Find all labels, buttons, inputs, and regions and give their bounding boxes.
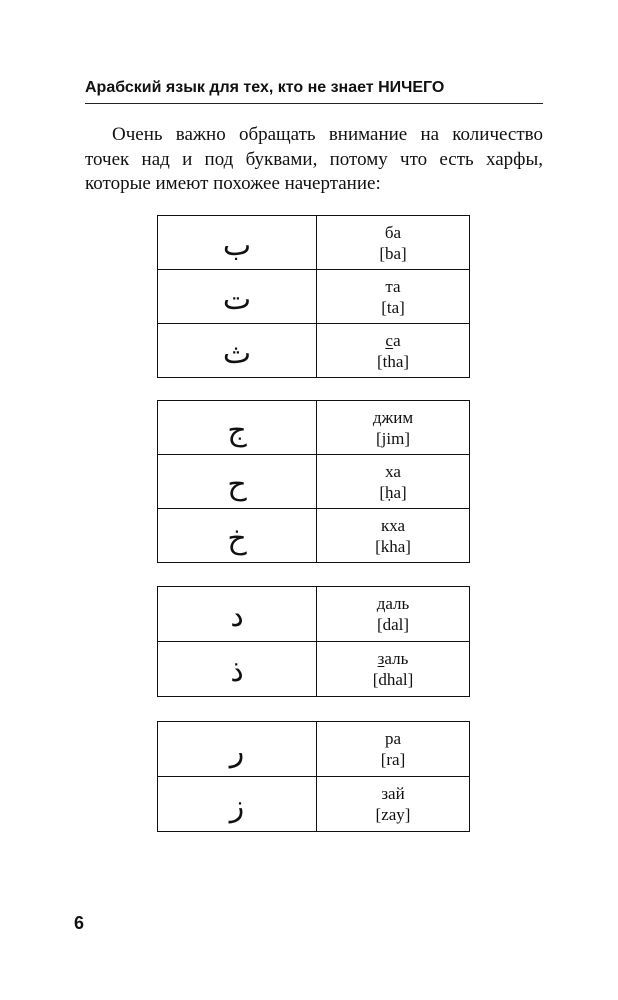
- arabic-letter: ج: [227, 412, 247, 448]
- letter-transcription: [ra]: [380, 750, 406, 769]
- letter-name: [317, 593, 469, 614]
- letter-name: [317, 783, 469, 804]
- letter-name-plain: зай: [381, 784, 405, 803]
- letter-name-marked: с: [385, 330, 394, 350]
- arabic-letter-cell: [158, 777, 317, 832]
- header-rule: [85, 103, 543, 104]
- letter-row: [158, 216, 470, 270]
- intro-line: которые имеют похожее начертание:: [85, 173, 381, 194]
- running-header: Арабский язык для тех, кто не знает НИЧЕГО: [85, 79, 445, 96]
- arabic-letter: ر: [229, 734, 245, 769]
- letter-row: [158, 455, 470, 509]
- letter-name-plain: ха: [385, 461, 401, 481]
- letter-name-plain: та: [385, 276, 401, 296]
- letter-name-cell: [317, 722, 470, 777]
- letter-row: [158, 587, 470, 642]
- arabic-letter: ب: [222, 227, 252, 263]
- letter-name: [317, 330, 469, 351]
- arabic-letter-cell: [158, 642, 317, 697]
- letter-transcription: [ta]: [381, 297, 405, 317]
- arabic-letter-cell: [158, 270, 317, 324]
- letter-name: [317, 222, 469, 243]
- letter-transcription: [ba]: [379, 243, 407, 263]
- letter-transcription: [zay]: [375, 805, 411, 824]
- letter-name: [317, 461, 469, 482]
- letter-name-cell: [317, 455, 470, 509]
- letter-name: [317, 276, 469, 297]
- letter-name-plain: ба: [384, 222, 402, 242]
- arabic-letter-cell: [158, 455, 317, 509]
- letter-table-ba-ta-tha: [157, 215, 470, 378]
- letter-row: [158, 642, 470, 697]
- arabic-letter: ذ: [230, 654, 244, 689]
- arabic-letter-cell: [158, 324, 317, 378]
- letter-table-ra-zay: [157, 721, 470, 832]
- intro-line: точек над и под буквами, потому что есть харфы,: [85, 148, 543, 170]
- arabic-letter: ز: [229, 789, 245, 824]
- arabic-letter: ت: [222, 281, 252, 317]
- letter-transcription: [tha]: [376, 351, 410, 371]
- letter-name-plain: ра: [384, 729, 402, 748]
- letter-name-plain: кха: [380, 515, 406, 535]
- letter-transcription: [ḥa]: [379, 482, 407, 502]
- letter-name-cell: [317, 270, 470, 324]
- letter-name-cell: [317, 401, 470, 455]
- letter-row: [158, 324, 470, 378]
- letter-name-cell: [317, 509, 470, 563]
- arabic-letter: د: [230, 599, 244, 634]
- arabic-letter-cell: [158, 216, 317, 270]
- intro-paragraph: [85, 123, 543, 197]
- intro-line: Очень важно обращать внимание на количество: [112, 124, 543, 145]
- arabic-letter: ث: [222, 335, 252, 371]
- letter-row: [158, 270, 470, 324]
- letter-name-cell: [317, 777, 470, 832]
- letter-table-dal-dhal: [157, 586, 470, 697]
- letter-name-plain: аль: [384, 649, 409, 668]
- letter-name-marked: з: [377, 649, 385, 668]
- arabic-letter-cell: [158, 401, 317, 455]
- arabic-letter-cell: [158, 722, 317, 777]
- arabic-letter-cell: [158, 587, 317, 642]
- letter-name: [317, 728, 469, 749]
- arabic-letter-cell: [158, 509, 317, 563]
- letter-name-cell: [317, 587, 470, 642]
- letter-name: [317, 648, 469, 669]
- letter-name-cell: [317, 216, 470, 270]
- letter-name-cell: [317, 324, 470, 378]
- letter-row: [158, 722, 470, 777]
- letter-table-jim-ha-kha: [157, 400, 470, 563]
- letter-row: [158, 777, 470, 832]
- letter-transcription: [jim]: [376, 428, 410, 448]
- letter-transcription: [dal]: [376, 615, 410, 634]
- letter-name: [317, 515, 469, 536]
- letter-name-plain: даль: [376, 594, 410, 613]
- letter-name-plain: а: [393, 330, 401, 350]
- page-number: 6: [74, 913, 85, 933]
- arabic-letter: ح: [227, 466, 247, 502]
- letter-transcription: [dhal]: [372, 670, 414, 689]
- letter-name: [317, 407, 469, 428]
- letter-transcription: [kha]: [375, 536, 411, 556]
- letter-row: [158, 401, 470, 455]
- arabic-letter: خ: [227, 520, 247, 556]
- letter-name-plain: джим: [372, 407, 414, 427]
- letter-name-cell: [317, 642, 470, 697]
- letter-row: [158, 509, 470, 563]
